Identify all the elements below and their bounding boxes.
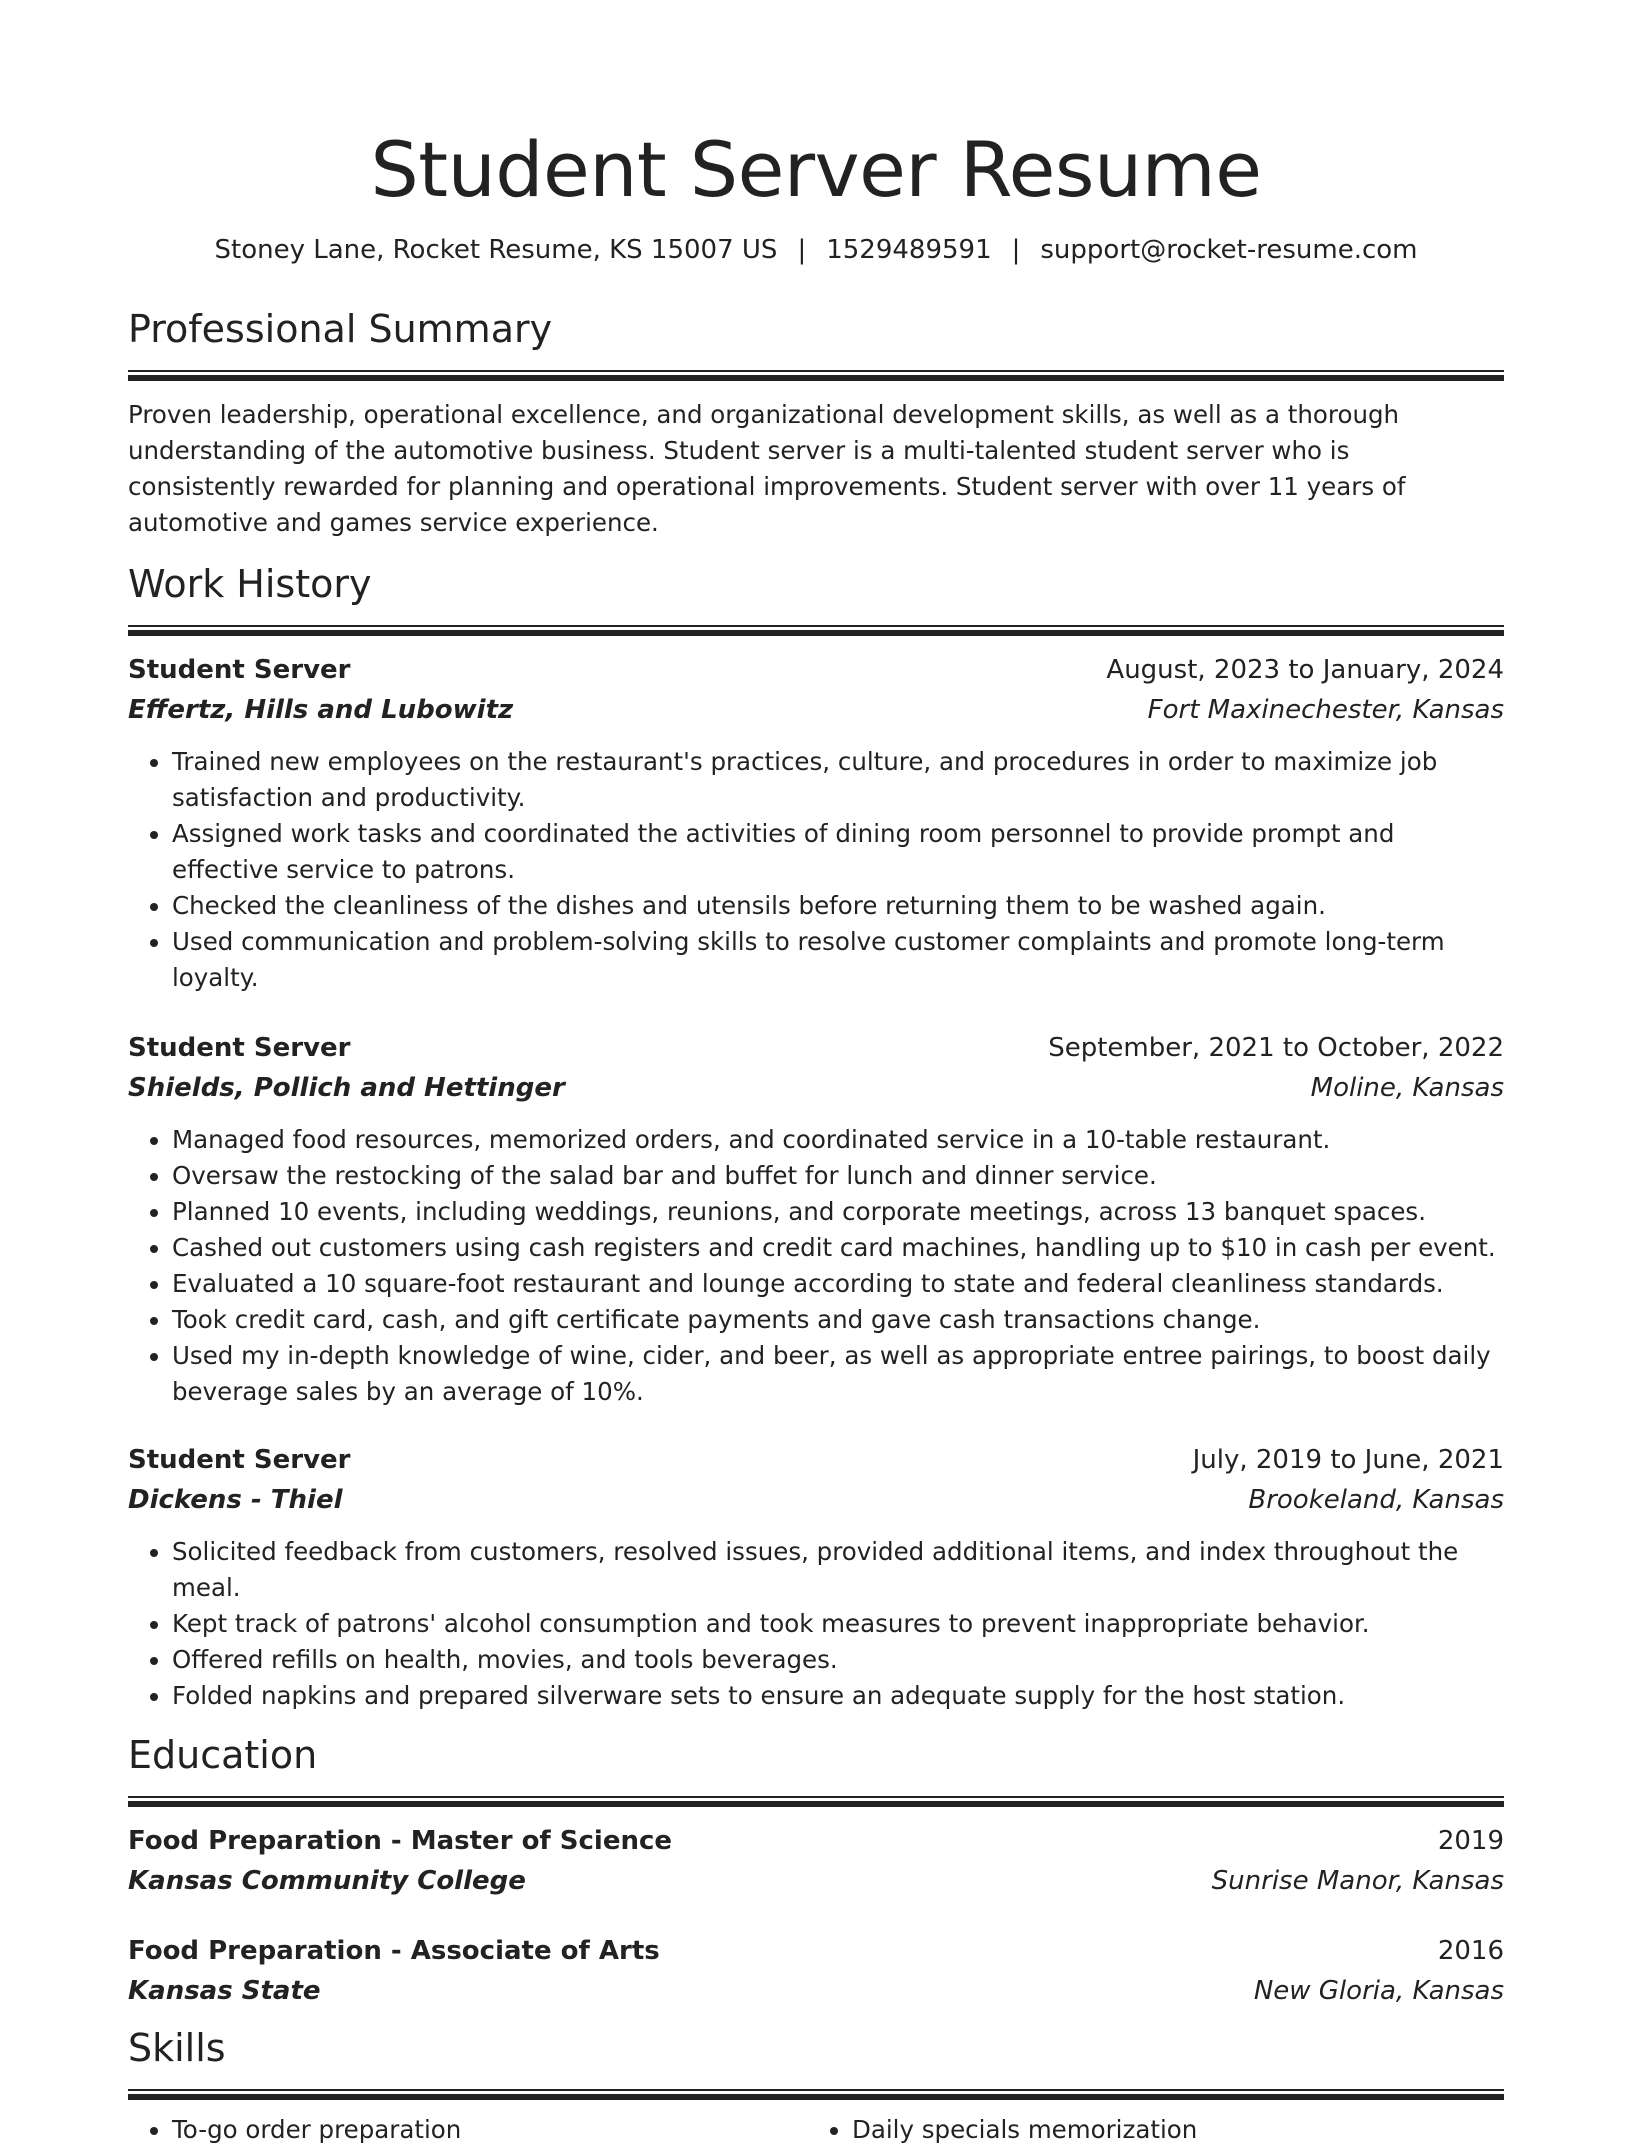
job-bullet: • Assigned work tasks and coordinated the activities of dining room personnel to provide prompt and effective service to patrons. — [172, 816, 1504, 888]
education-location: New Gloria, Kansas — [1253, 1976, 1504, 2006]
job-bullet: • Planned 10 events, including weddings, reunions, and corporate meetings, across 13 banquet spaces. — [172, 1194, 1504, 1230]
job-entry — [128, 1440, 1504, 1714]
job-bullet: • Offered refills on health, movies, and tools beverages. — [172, 1642, 1504, 1678]
contact-address: Stoney Lane, Rocket Resume, KS 15007 US — [214, 235, 778, 265]
education-header — [128, 1821, 1504, 1861]
job-bullet-list — [128, 1122, 1504, 1410]
job-subheader — [128, 690, 1504, 730]
job-entry — [128, 650, 1504, 996]
section-heading-summary: Professional Summary — [128, 307, 553, 351]
summary-text: Proven leadership, operational excellence, and organizational development skills, as well as a thorough understanding of the automotive business. Student server is a multi-talented student server who is consistently rewarded for planning and operational improvements. Student server with over 11 years of automotive and games service experience. — [128, 400, 1406, 537]
job-company: Dickens - Thiel — [128, 1485, 343, 1515]
job-bullet: • Checked the cleanliness of the dishes and utensils before returning them to be washed again. — [172, 888, 1504, 924]
job-location: Brookeland, Kansas — [1248, 1485, 1504, 1515]
education-year: 2016 — [1437, 1936, 1504, 1966]
job-dates: September, 2021 to October, 2022 — [1048, 1033, 1504, 1063]
job-bullet: • Used my in-depth knowledge of wine, cider, and beer, as well as appropriate entree pairings, to boost daily beverage sales by an average of 10%. — [172, 1338, 1504, 1410]
section-divider — [128, 1796, 1504, 1807]
work-history-section — [128, 559, 1504, 1714]
section-divider — [128, 625, 1504, 636]
section-heading-work-history: Work History — [128, 562, 372, 606]
job-title: Student Server — [128, 1033, 351, 1063]
section-divider — [128, 370, 1504, 381]
contact-separator: | — [797, 235, 807, 265]
skills-column-right — [808, 2112, 1488, 2148]
skill-item: • To-go order preparation — [172, 2112, 808, 2148]
education-subheader — [128, 1861, 1504, 1901]
job-company: Shields, Pollich and Hettinger — [128, 1073, 565, 1103]
job-location: Moline, Kansas — [1310, 1073, 1504, 1103]
summary-section — [128, 304, 1504, 541]
education-subheader — [128, 1971, 1504, 2011]
job-bullet-list — [128, 1534, 1504, 1714]
contact-phone: 1529489591 — [826, 235, 992, 265]
skills-section — [128, 2023, 1504, 2148]
job-dates: August, 2023 to January, 2024 — [1106, 655, 1504, 685]
skills-column-left — [128, 2112, 808, 2148]
contact-line — [128, 232, 1504, 268]
job-bullet: • Kept track of patrons' alcohol consumption and took measures to prevent inappropriate behavior. — [172, 1606, 1504, 1642]
job-header — [128, 650, 1504, 690]
job-title: Student Server — [128, 1445, 351, 1475]
job-bullet: • Solicited feedback from customers, resolved issues, provided additional items, and index throughout the meal. — [172, 1534, 1504, 1606]
education-degree: Food Preparation - Associate of Arts — [128, 1936, 660, 1966]
job-bullet: • Cashed out customers using cash registers and credit card machines, handling up to $10 in cash per event. — [172, 1230, 1504, 1266]
job-bullet: • Oversaw the restocking of the salad bar and buffet for lunch and dinner service. — [172, 1158, 1504, 1194]
job-bullet: • Evaluated a 10 square-foot restaurant and lounge according to state and federal cleanliness standards. — [172, 1266, 1504, 1302]
job-location: Fort Maxinechester, Kansas — [1147, 695, 1504, 725]
job-dates: July, 2019 to June, 2021 — [1192, 1445, 1504, 1475]
education-entry — [128, 1821, 1504, 1901]
job-header — [128, 1440, 1504, 1480]
job-entry — [128, 1028, 1504, 1410]
resume-page — [128, 0, 1504, 2148]
education-section — [128, 1730, 1504, 2011]
education-school: Kansas State — [128, 1976, 321, 2006]
job-bullet: • Took credit card, cash, and gift certificate payments and gave cash transactions change. — [172, 1302, 1504, 1338]
job-header — [128, 1028, 1504, 1068]
job-title: Student Server — [128, 655, 351, 685]
job-bullet-list — [128, 744, 1504, 996]
job-subheader — [128, 1480, 1504, 1520]
job-company: Effertz, Hills and Lubowitz — [128, 695, 514, 725]
education-school: Kansas Community College — [128, 1866, 526, 1896]
job-bullet: • Used communication and problem-solving skills to resolve customer complaints and promote long-term loyalty. — [172, 924, 1504, 996]
education-location: Sunrise Manor, Kansas — [1211, 1866, 1504, 1896]
education-entry — [128, 1931, 1504, 2011]
education-year: 2019 — [1437, 1826, 1504, 1856]
job-bullet: • Folded napkins and prepared silverware sets to ensure an adequate supply for the host station. — [172, 1678, 1504, 1714]
contact-separator: | — [1011, 235, 1021, 265]
section-divider — [128, 2089, 1504, 2100]
job-bullet: • Managed food resources, memorized orders, and coordinated service in a 10-table restaurant. — [172, 1122, 1504, 1158]
contact-email: support@rocket-resume.com — [1040, 235, 1418, 265]
resume-title: Student Server Resume — [370, 125, 1262, 214]
skills-grid — [128, 2112, 1504, 2148]
section-heading-education: Education — [128, 1733, 318, 1777]
job-bullet: • Trained new employees on the restaurant's practices, culture, and procedures in order to maximize job satisfaction and productivity. — [172, 744, 1504, 816]
section-heading-skills: Skills — [128, 2026, 226, 2070]
education-header — [128, 1931, 1504, 1971]
job-subheader — [128, 1068, 1504, 1108]
education-degree: Food Preparation - Master of Science — [128, 1826, 673, 1856]
skill-item: • Daily specials memorization — [852, 2112, 1488, 2148]
